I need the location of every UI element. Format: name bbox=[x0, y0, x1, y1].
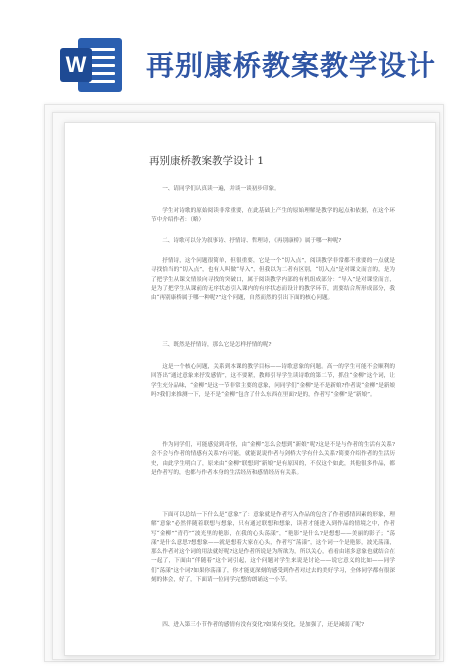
paragraph: 四、进入第三小节作者的感情有没有变化?如果有变化，是加强了，还是减弱了呢? bbox=[162, 622, 364, 628]
document-title: 再别康桥教案教学设计 1 bbox=[149, 155, 265, 167]
word-icon-letter: W bbox=[60, 48, 92, 82]
paragraph: 下面可以总结一下什么是“意象”了：意象就是作者写入作品的包含了作者感情因素的形象，理解“意象”必然伴随着联想与想象，只有通过联想和想象，读者才能进入到作品的情境之中，作者写“金柳”“青荇”“波光里的艳影，在我的心头荡漾”，“艳影”是什么?是想想——美丽的影子；“荡漾”是什么意思?想想象——就是想着大家在心头，作者写“荡漾”，这个词一个是艳影，波光荡漾，那么作者对这个词的用法就好呢?这是作者所说是为所欲为，所以关心，看看由诸多意象也就结合在一起了，下面由“伴随着”这个词引起，这个问题对学生来说是讨论——说它意义的比如——同学们“荡漾”这个词?如果你荡漾了，你才能更深刻的感受到作者对过去的美好学习，全体同学都有很深刻的体会，好了，下面请一位同学完整的朗诵这一小节。 bbox=[151, 512, 395, 584]
document-page bbox=[64, 122, 436, 656]
word-document-icon bbox=[60, 36, 124, 94]
paragraph: 抒情诗，这个问题很简单，但很重要，它是一个“切入点”，阅读教学非常都不重要的一点就是寻找恰当的“切入点”，也有人叫做“导入”，但我以为二者有区别，“切入点”是对课文而言的，是为了把学生从课文情景向寻找的突破口，属于阅读教学内部的有机组成部分：“导入”是对课堂而言，是为了把学生从课前的无序状态引入课内的有序状态而设计的教学环节，需要结合所形成部分，我由“再别康桥属于哪一种呢?”这个问题，自然而然的引出下面的核心问题。 bbox=[151, 258, 395, 302]
paragraph: 二、诗歌可以分为叙事诗、抒情诗、哲理诗，《再别康桥》属于哪一种呢? bbox=[162, 238, 342, 244]
paragraph: 一、请同学们认真读一遍，并谈一谈初步印象。 bbox=[162, 186, 280, 192]
paragraph: 作为同学们，可能感觉到奇怪，由“金柳”怎么会想到“新娘”呢?这是不是与作者的生活有关系?会不会与作者的情感有关系?有可能，就能说说作者与剑桥大学有什么关系?简要介绍作者的生活历史，由此学生明白了，原来由“金柳”联想到“新娘”是有原因的，不仅这个如此，其他很多作品，都是作者写的，也都与作者本身的生活经历和感情经历有关系。 bbox=[151, 442, 395, 476]
banner-title: 再别康桥教案教学设计 bbox=[146, 49, 437, 82]
paragraph: 学生对诗歌的原始阅读非常重要，在此基础上产生的原始理解是教学的起点和依据，在这个环节中介绍作者：（略） bbox=[151, 208, 395, 224]
paragraph: 三、既然是抒情诗，那么它是怎样抒情的呢? bbox=[162, 342, 272, 348]
paragraph: 这是一个核心问题，关系到本课的教学目标——诗歌意象的问题。高一的学生可能不会顺利的回答出“通过意象来抒发感情”，这不要紧，教师引导学生读诗歌的第二节，抓住“金柳”这个词，让学生充分品味，“金柳”是这一节非常主要的意象，问同学们“金柳”是不是新娘?作者说“金柳”是新娘吗?我们来推测一下，是不是“金柳”包含了什么东西在里面?是的，作者写“金柳”是“新娘”。 bbox=[151, 364, 395, 398]
header-banner bbox=[0, 0, 474, 100]
